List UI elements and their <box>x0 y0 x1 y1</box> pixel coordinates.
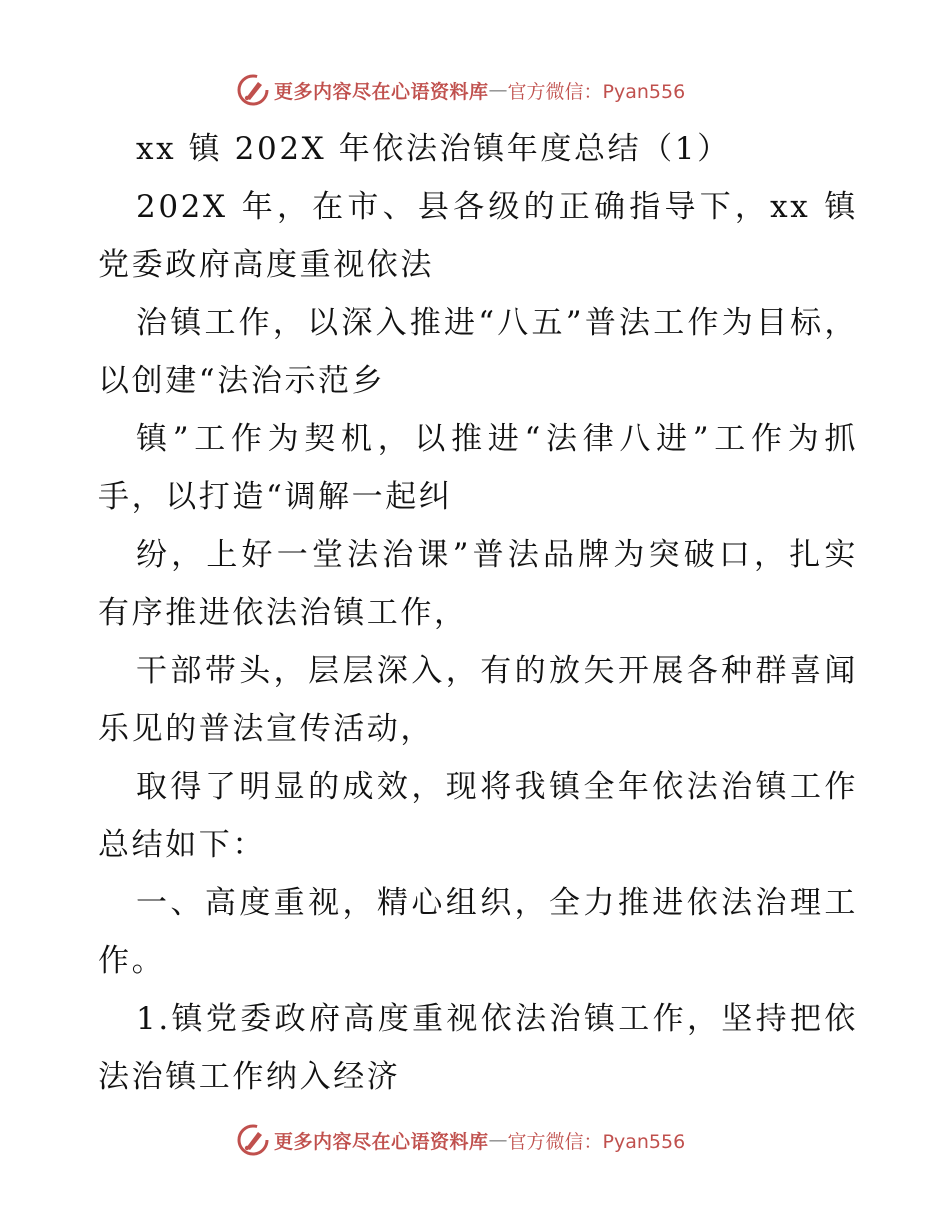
paragraph-1: 202X 年，在市、县各级的正确指导下，xx 镇党委政府高度重视依法 <box>98 189 858 283</box>
paragraph-8: 1.镇党委政府高度重视依法治镇工作，坚持把依法治镇工作纳入经济 <box>98 1001 858 1095</box>
paragraph-4: 纷，上好一堂法治课”普法品牌为突破口，扎实有序推进依法治镇工作， <box>98 537 858 631</box>
header-banner <box>236 72 685 108</box>
banner-wechat-text: 官方微信：Pyan556 <box>507 1130 686 1153</box>
banner-separator: — <box>488 79 508 101</box>
banner-main-text: 更多内容尽在心语资料库 <box>274 1130 489 1153</box>
banner-separator: — <box>488 1129 508 1151</box>
banner-main-text: 更多内容尽在心语资料库 <box>274 80 489 103</box>
document-title: xx 镇 202X 年依法治镇年度总结（1） <box>136 131 731 167</box>
paragraph-2: 治镇工作，以深入推进“八五”普法工作为目标，以创建“法治示范乡 <box>98 305 858 399</box>
pen-nib-logo-icon <box>236 1123 270 1157</box>
paragraph-3: 镇”工作为契机，以推进“法律八进”工作为抓手，以打造“调解一起纠 <box>98 421 858 515</box>
banner-wechat-text: 官方微信：Pyan556 <box>507 80 686 103</box>
paragraph-6: 取得了明显的成效，现将我镇全年依法治镇工作总结如下： <box>98 769 858 863</box>
section-heading-1: 一、高度重视，精心组织，全力推进依法治理工作。 <box>98 885 858 979</box>
footer-banner <box>236 1122 685 1158</box>
document-body <box>98 120 858 1106</box>
paragraph-5: 干部带头，层层深入，有的放矢开展各种群喜闻乐见的普法宣传活动， <box>98 653 858 747</box>
pen-nib-logo-icon <box>236 73 270 107</box>
